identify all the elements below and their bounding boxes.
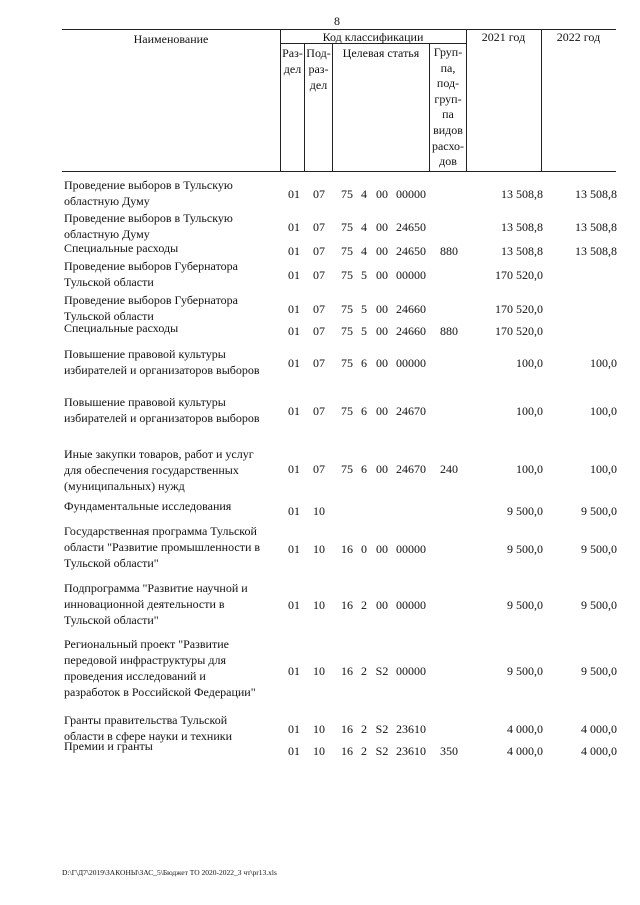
cell-y2022: 9 500,0 xyxy=(581,598,617,612)
row-name: Проведение выборов Губернатора Тульской области xyxy=(64,259,238,289)
cell-razdel: 01 xyxy=(288,744,300,758)
cell-podrazdel: 10 xyxy=(313,542,325,556)
cell-c3: S2 xyxy=(375,722,389,736)
row-name: Региональный проект "Развитие передовой инфраструктуры для проведения исследований и разработок в Российской Федерации" xyxy=(64,637,256,699)
cell-y2022: 13 508,8 xyxy=(575,244,617,258)
cell-c1: 75 xyxy=(341,404,353,418)
cell-c4: 00000 xyxy=(396,187,426,201)
cell-c2: 5 xyxy=(361,268,367,282)
cell-razdel: 01 xyxy=(288,356,300,370)
page-number: 8 xyxy=(334,14,340,28)
cell-y2021: 170 520,0 xyxy=(495,324,543,338)
cell-podrazdel: 07 xyxy=(313,220,325,234)
cell-podrazdel: 07 xyxy=(313,244,325,258)
cell-y2022: 4 000,0 xyxy=(581,722,617,736)
table-header xyxy=(62,29,616,171)
cell-c3: 00 xyxy=(376,404,388,418)
cell-y2022: 4 000,0 xyxy=(581,744,617,758)
cell-c2: 6 xyxy=(361,462,367,476)
row-name: Премии и гранты xyxy=(64,739,153,753)
header-group: Груп- па, под- груп- па видов расхо- дов xyxy=(431,45,465,169)
cell-podrazdel: 07 xyxy=(313,187,325,201)
cell-y2021: 170 520,0 xyxy=(495,302,543,316)
cell-c1: 75 xyxy=(341,356,353,370)
cell-c4: 24670 xyxy=(396,404,426,418)
cell-y2022: 100,0 xyxy=(590,462,617,476)
cell-c1: 16 xyxy=(341,664,353,678)
cell-razdel: 01 xyxy=(288,462,300,476)
cell-group: 880 xyxy=(440,324,458,338)
cell-c3: 00 xyxy=(376,356,388,370)
cell-c3: 00 xyxy=(376,187,388,201)
cell-razdel: 01 xyxy=(288,220,300,234)
cell-podrazdel: 10 xyxy=(313,598,325,612)
cell-y2021: 9 500,0 xyxy=(507,664,543,678)
cell-c1: 75 xyxy=(341,324,353,338)
cell-c4: 24660 xyxy=(396,302,426,316)
cell-c2: 6 xyxy=(361,356,367,370)
row-name: Повышение правовой культуры избирателей и организаторов выборов xyxy=(64,347,260,377)
cell-c2: 4 xyxy=(361,244,367,258)
cell-razdel: 01 xyxy=(288,598,300,612)
cell-c4: 00000 xyxy=(396,356,426,370)
cell-podrazdel: 10 xyxy=(313,504,325,518)
cell-y2022: 100,0 xyxy=(590,404,617,418)
cell-c2: 2 xyxy=(361,598,367,612)
cell-y2022: 100,0 xyxy=(590,356,617,370)
cell-c2: 0 xyxy=(361,542,367,556)
cell-y2021: 13 508,8 xyxy=(501,187,543,201)
cell-razdel: 01 xyxy=(288,244,300,258)
cell-c2: 2 xyxy=(361,744,367,758)
cell-c3: S2 xyxy=(375,664,389,678)
cell-c1: 16 xyxy=(341,542,353,556)
cell-podrazdel: 07 xyxy=(313,404,325,418)
header-code-group: Код классификации xyxy=(322,30,424,44)
cell-y2021: 13 508,8 xyxy=(501,244,543,258)
cell-razdel: 01 xyxy=(288,504,300,518)
cell-group: 880 xyxy=(440,244,458,258)
cell-podrazdel: 07 xyxy=(313,268,325,282)
cell-c4: 23610 xyxy=(396,744,426,758)
cell-podrazdel: 07 xyxy=(313,324,325,338)
header-year-2022: 2022 год xyxy=(556,30,601,44)
header-podrazdel: Под- раз- дел xyxy=(306,46,331,92)
cell-c1: 75 xyxy=(341,187,353,201)
cell-c3: S2 xyxy=(375,744,389,758)
header-target: Целевая статья xyxy=(342,46,420,60)
cell-c3: 00 xyxy=(376,598,388,612)
cell-c2: 5 xyxy=(361,302,367,316)
cell-y2021: 100,0 xyxy=(516,404,543,418)
cell-y2022: 9 500,0 xyxy=(581,664,617,678)
cell-y2022: 9 500,0 xyxy=(581,504,617,518)
cell-razdel: 01 xyxy=(288,542,300,556)
cell-y2021: 100,0 xyxy=(516,462,543,476)
cell-c4: 00000 xyxy=(396,598,426,612)
cell-y2021: 9 500,0 xyxy=(507,598,543,612)
cell-y2021: 9 500,0 xyxy=(507,504,543,518)
row-name: Иные закупки товаров, работ и услуг для обеспечения государственных (муниципальных) нужд xyxy=(64,447,254,493)
cell-c1: 16 xyxy=(341,722,353,736)
cell-c3: 00 xyxy=(376,462,388,476)
cell-y2021: 13 508,8 xyxy=(501,220,543,234)
cell-y2022: 13 508,8 xyxy=(575,187,617,201)
row-name: Проведение выборов Губернатора Тульской области xyxy=(64,293,238,323)
row-name: Гранты правительства Тульской области в сфере науки и техники xyxy=(64,713,232,743)
cell-podrazdel: 10 xyxy=(313,664,325,678)
cell-c1: 75 xyxy=(341,220,353,234)
cell-podrazdel: 07 xyxy=(313,302,325,316)
cell-razdel: 01 xyxy=(288,404,300,418)
cell-podrazdel: 10 xyxy=(313,722,325,736)
cell-c2: 5 xyxy=(361,324,367,338)
cell-c4: 24650 xyxy=(396,244,426,258)
cell-c3: 00 xyxy=(376,220,388,234)
cell-razdel: 01 xyxy=(288,324,300,338)
cell-y2021: 100,0 xyxy=(516,356,543,370)
cell-c4: 23610 xyxy=(396,722,426,736)
cell-c4: 24660 xyxy=(396,324,426,338)
cell-y2022: 13 508,8 xyxy=(575,220,617,234)
cell-c4: 24650 xyxy=(396,220,426,234)
cell-c1: 75 xyxy=(341,268,353,282)
cell-c4: 00000 xyxy=(396,542,426,556)
cell-razdel: 01 xyxy=(288,722,300,736)
cell-c3: 00 xyxy=(376,302,388,316)
cell-c4: 24670 xyxy=(396,462,426,476)
cell-c1: 16 xyxy=(341,744,353,758)
cell-y2021: 4 000,0 xyxy=(507,722,543,736)
cell-c2: 2 xyxy=(361,664,367,678)
cell-podrazdel: 07 xyxy=(313,462,325,476)
row-name: Проведение выборов в Тульскую областную Думу xyxy=(64,178,233,208)
header-year-2021: 2021 год xyxy=(481,30,526,44)
cell-podrazdel: 10 xyxy=(313,744,325,758)
cell-y2021: 9 500,0 xyxy=(507,542,543,556)
cell-c3: 00 xyxy=(376,268,388,282)
cell-c3: 00 xyxy=(376,244,388,258)
cell-group: 240 xyxy=(440,462,458,476)
cell-c2: 6 xyxy=(361,404,367,418)
row-name: Специальные расходы xyxy=(64,241,179,255)
cell-y2021: 4 000,0 xyxy=(507,744,543,758)
row-name: Повышение правовой культуры избирателей и организаторов выборов xyxy=(64,395,260,425)
cell-c1: 75 xyxy=(341,244,353,258)
row-name: Специальные расходы xyxy=(64,321,179,335)
cell-y2021: 170 520,0 xyxy=(495,268,543,282)
cell-c1: 75 xyxy=(341,302,353,316)
cell-c4: 00000 xyxy=(396,268,426,282)
file-path-footer: D:\Г\Д7\2019\ЗАКОНЫ\ЗАС_5\Бюджет ТО 2020-2022_3 чт\pr13.xls xyxy=(62,868,277,877)
cell-razdel: 01 xyxy=(288,187,300,201)
cell-group: 350 xyxy=(440,744,458,758)
cell-razdel: 01 xyxy=(288,302,300,316)
header-razdel: Раз- дел xyxy=(282,46,303,76)
row-name: Государственная программа Тульской области "Развитие промышленности в Тульской области" xyxy=(64,524,261,570)
row-name: Проведение выборов в Тульскую областную Думу xyxy=(64,211,233,241)
cell-c2: 2 xyxy=(361,722,367,736)
cell-razdel: 01 xyxy=(288,664,300,678)
row-name: Подпрограмма "Развитие научной и инновационной деятельности в Тульской области" xyxy=(64,581,248,627)
cell-c1: 75 xyxy=(341,462,353,476)
cell-c4: 00000 xyxy=(396,664,426,678)
cell-c1: 16 xyxy=(341,598,353,612)
cell-c3: 00 xyxy=(376,542,388,556)
cell-podrazdel: 07 xyxy=(313,356,325,370)
cell-y2022: 9 500,0 xyxy=(581,542,617,556)
cell-razdel: 01 xyxy=(288,268,300,282)
cell-c2: 4 xyxy=(361,220,367,234)
row-name: Фундаментальные исследования xyxy=(64,499,232,513)
cell-c2: 4 xyxy=(361,187,367,201)
header-name: Наименование xyxy=(133,32,209,46)
cell-c3: 00 xyxy=(376,324,388,338)
